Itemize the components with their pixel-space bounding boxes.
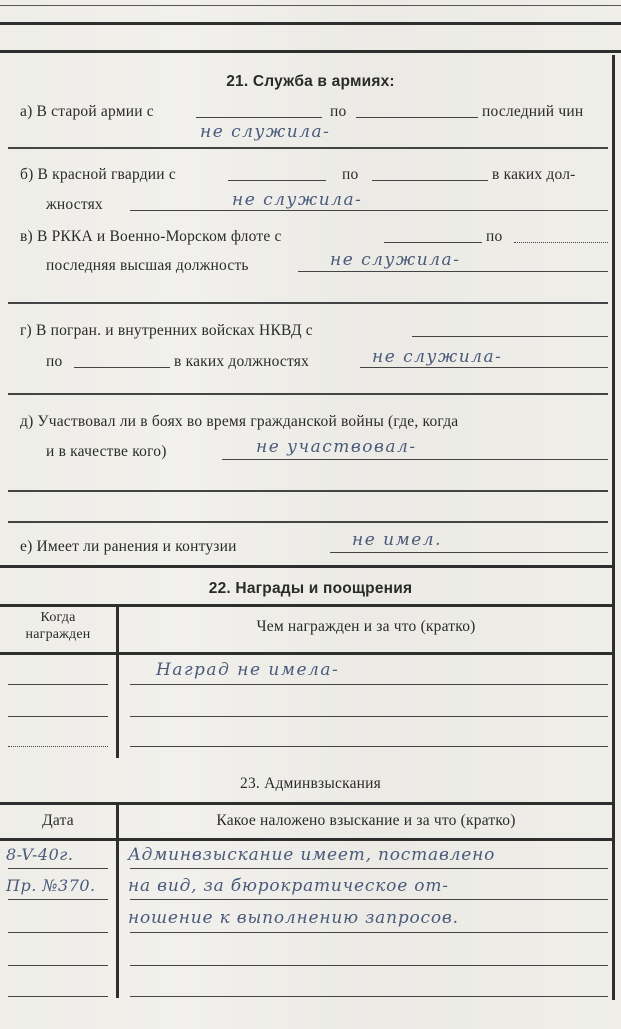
item-a-answer-line [8, 147, 608, 149]
penalty-row-4-date-line[interactable] [8, 965, 108, 966]
item-g-label: г) В погран. и внутренних войсках НКВД с [20, 322, 313, 339]
item-a-to-field[interactable] [356, 117, 478, 118]
penalty-row-2-date[interactable]: Пр. №370. [6, 876, 96, 895]
item-d-extra-line-2 [8, 521, 608, 523]
item-g-answer[interactable]: не служила- [372, 347, 503, 367]
item-b-label: б) В красной гвардии с [20, 166, 176, 183]
penalty-row-2-date-line [8, 899, 108, 900]
item-g-to-field[interactable] [74, 367, 170, 368]
section-23-top-rule [0, 802, 614, 805]
penalty-row-5-date-line[interactable] [8, 996, 108, 997]
penalty-row-3-line [130, 932, 608, 933]
col-penalty-description: Какое наложено взыскание и за что (кратко) [216, 812, 516, 829]
section-22-title: 22. Награды и поощрения [208, 580, 413, 597]
right-border [612, 55, 615, 1000]
award-row-1-text[interactable]: Наград не имела- [156, 660, 340, 680]
section-21-title: 21. Служба в армиях: [226, 73, 395, 90]
section-23-column-divider [116, 803, 119, 998]
item-a-label: а) В старой армии с [20, 103, 154, 120]
penalty-row-1-line [130, 868, 608, 869]
award-row-2-line[interactable] [130, 716, 608, 717]
item-a-po-label: по [330, 103, 347, 120]
item-b-positions-cont: жностях [46, 196, 103, 213]
item-v-extra-line [8, 302, 608, 304]
item-a-answer[interactable]: не служила- [200, 122, 331, 142]
item-d-label: д) Участвовал ли в боях во время гражданской войны (где, когда [20, 413, 459, 430]
top-rule [0, 22, 621, 25]
award-row-3-date[interactable] [8, 746, 108, 747]
col-award-description: Чем награжден и за что (кратко) [256, 618, 476, 635]
item-a-from-field[interactable] [196, 117, 322, 118]
section-top-rule [0, 50, 621, 53]
item-e-label: е) Имеет ли ранения и контузии [20, 538, 237, 555]
item-d-extra-line-1 [8, 490, 608, 492]
item-v-position-label: последняя высшая должность [46, 257, 249, 274]
item-b-positions-label: в каких дол- [492, 166, 576, 183]
penalty-row-2-line [130, 899, 608, 900]
item-v-po-label: по [486, 228, 503, 245]
item-d-answer-line [222, 459, 608, 460]
award-row-2-date[interactable] [8, 716, 108, 717]
penalty-row-2-text[interactable]: на вид, за бюрократическое от- [128, 876, 449, 896]
item-g-positions-label: в каких должностях [174, 353, 310, 370]
item-g-po-label: по [46, 353, 63, 370]
col-when-awarded-line2: награжден [25, 627, 91, 642]
item-d-label-cont: и в качестве кого) [46, 443, 167, 460]
penalty-row-1-date-line [8, 868, 108, 869]
award-row-1-date[interactable] [8, 684, 108, 685]
item-v-answer[interactable]: не служила- [330, 250, 461, 270]
col-when-awarded-line1: Когда [40, 610, 76, 625]
item-b-to-field[interactable] [372, 180, 488, 181]
penalty-row-5-line[interactable] [130, 996, 608, 997]
item-b-answer-line [130, 210, 608, 211]
item-v-from-field[interactable] [384, 242, 482, 243]
item-g-extra-line [8, 393, 608, 395]
section-22-top-rule [0, 604, 614, 607]
item-b-po-label: по [342, 166, 359, 183]
section-23-header-rule [0, 838, 614, 841]
item-v-answer-line [298, 271, 608, 272]
item-e-answer[interactable]: не имел. [352, 530, 442, 550]
award-row-3-line[interactable] [130, 746, 608, 747]
section-22-column-divider [116, 606, 119, 758]
item-e-answer-line [330, 552, 608, 553]
section-21-bottom-rule [0, 565, 614, 568]
item-d-answer[interactable]: не участвовал- [256, 437, 417, 457]
penalty-row-1-text[interactable]: Админвзыскание имеет, поставлено [128, 845, 496, 865]
item-v-to-field[interactable] [514, 242, 608, 243]
penalty-row-4-line[interactable] [130, 965, 608, 966]
top-edge-rule [0, 5, 621, 6]
item-g-from-field[interactable] [412, 336, 608, 337]
section-23-title: 23. Админвзыскания [240, 775, 381, 792]
penalty-row-1-date[interactable]: 8-V-40г. [6, 845, 74, 864]
penalty-row-3-date-line[interactable] [8, 932, 108, 933]
item-v-label: в) В РККА и Военно-Морском флоте с [20, 228, 282, 245]
item-b-answer[interactable]: не служила- [232, 190, 363, 210]
award-row-1-line [130, 684, 608, 685]
penalty-row-3-text[interactable]: ношение к выполнению запросов. [128, 908, 459, 928]
section-22-header-rule [0, 652, 614, 655]
item-b-from-field[interactable] [228, 180, 326, 181]
item-a-rank-label: последний чин [482, 103, 584, 120]
col-date: Дата [42, 812, 74, 829]
item-g-answer-line [360, 367, 608, 368]
